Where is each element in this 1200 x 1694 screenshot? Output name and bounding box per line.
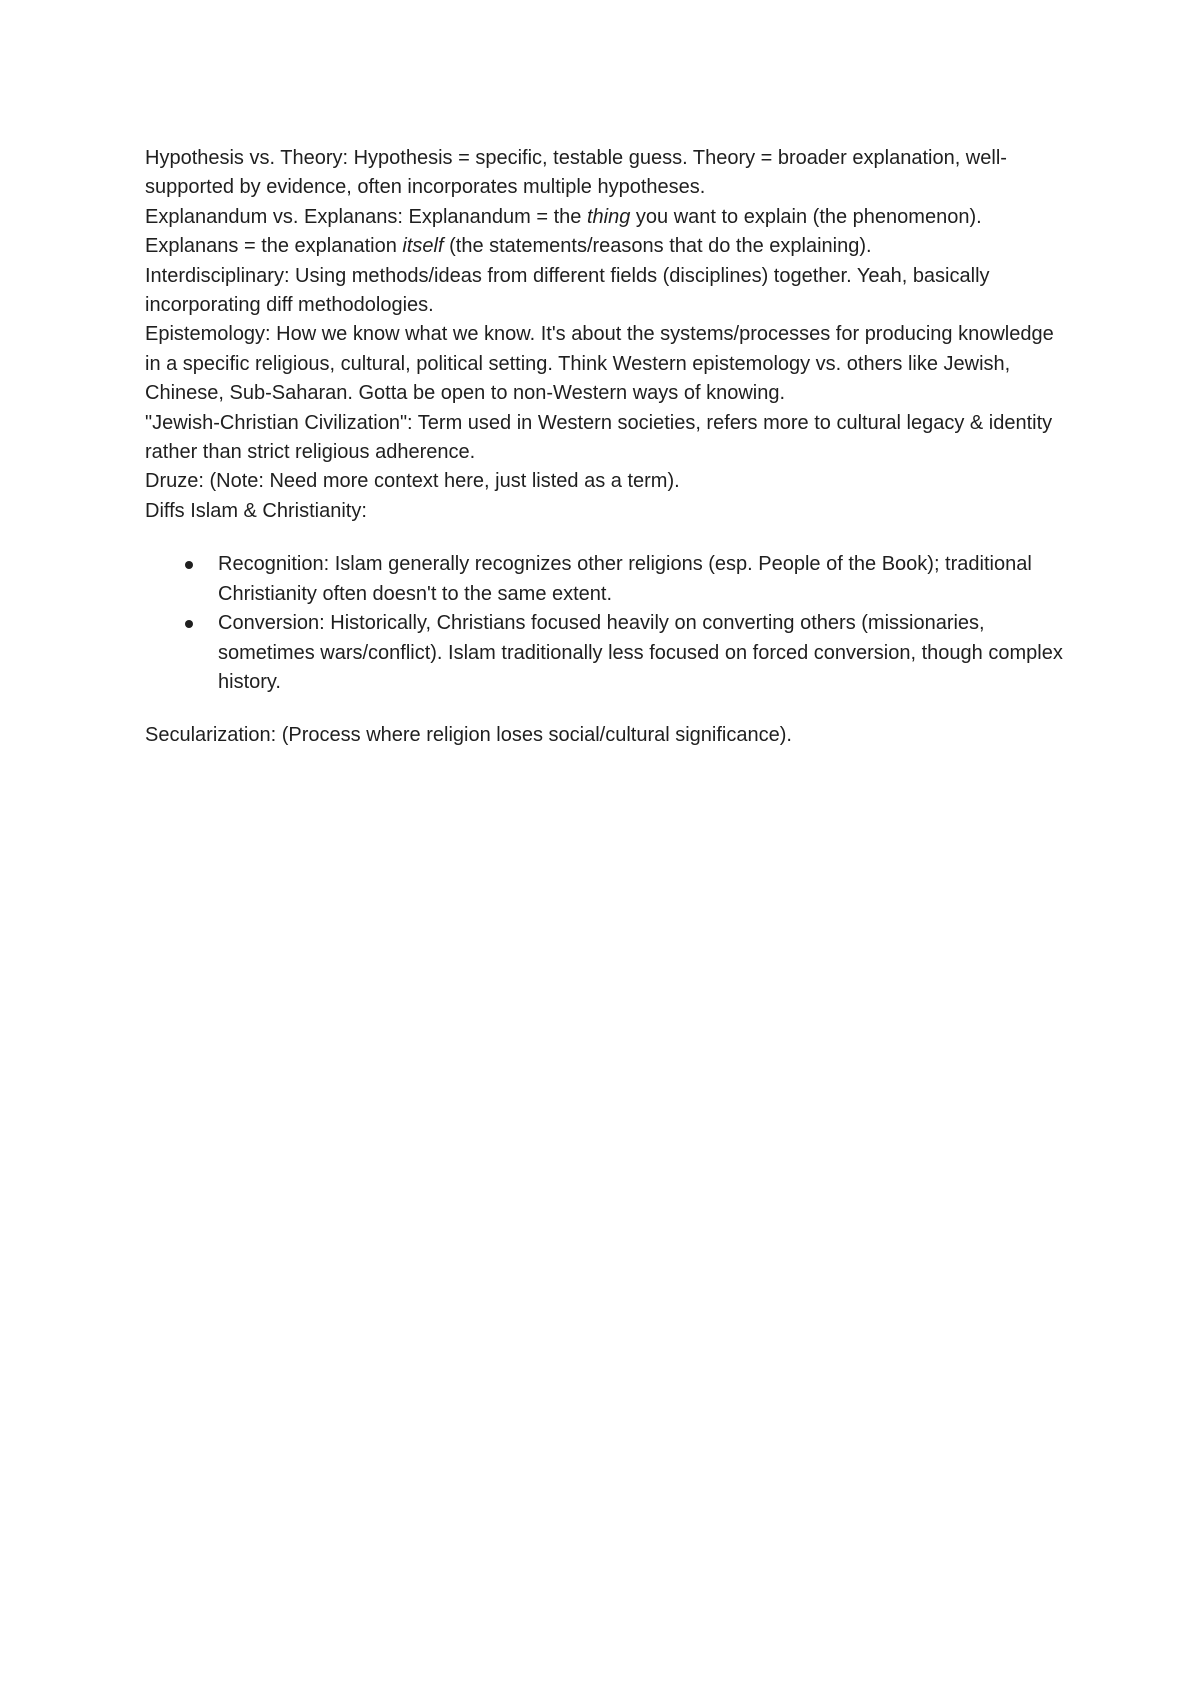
note-diffs-heading: Diffs Islam & Christianity: (145, 499, 367, 522)
document-body (145, 144, 1065, 751)
list-item (145, 550, 1065, 609)
bullet-icon (185, 561, 193, 569)
explanandum-text-1: Explanandum vs. Explanans: Explanandum = the (145, 205, 587, 228)
list-item-text: Conversion: Historically, Christians focused heavily on converting others (missionaries, sometimes wars/conflict). Islam traditionally less focused on forced conversion, though complex history. (218, 612, 1063, 693)
note-jewish-christian-civilization: "Jewish-Christian Civilization": Term used in Western societies, refers more to cultural legacy & identity rather than strict religious adherence. (145, 411, 1053, 464)
note-explanandum (145, 203, 1065, 262)
list-item-text: Recognition: Islam generally recognizes other religions (esp. People of the Book); traditional Christianity often doesn't to the same extent. (218, 553, 1032, 605)
note-epistemology: Epistemology: How we know what we know. It's about the systems/processes for producing knowledge in a specific religious, cultural, political setting. Think Western epistemology vs. others like Jewish, Chinese, Sub-Saharan. Gotta be open to non-Western ways of knowing. (145, 323, 1054, 405)
explanandum-text-3: (the statements/reasons that do the explaining). (443, 235, 872, 258)
list-item (145, 609, 1065, 697)
diffs-list (145, 550, 1065, 697)
note-hypothesis-theory: Hypothesis vs. Theory: Hypothesis = specific, testable guess. Theory = broader explanation, well-supported by evidence, often incorporates multiple hypotheses. (145, 147, 1007, 199)
explanandum-text-2: you want to explain (the phenomenon). Explanans = the explanation (145, 205, 982, 258)
note-secularization: Secularization: (Process where religion loses social/cultural significance). (145, 724, 792, 747)
note-interdisciplinary: Interdisciplinary: Using methods/ideas from different fields (disciplines) together. Yeah, basically incorporating diff methodologies. (145, 264, 990, 317)
explanandum-emphasis-itself: itself (402, 235, 444, 258)
bullet-icon (185, 620, 193, 628)
explanandum-emphasis-thing: thing (586, 205, 631, 228)
note-druze: Druze: (Note: Need more context here, just listed as a term). (145, 470, 680, 493)
